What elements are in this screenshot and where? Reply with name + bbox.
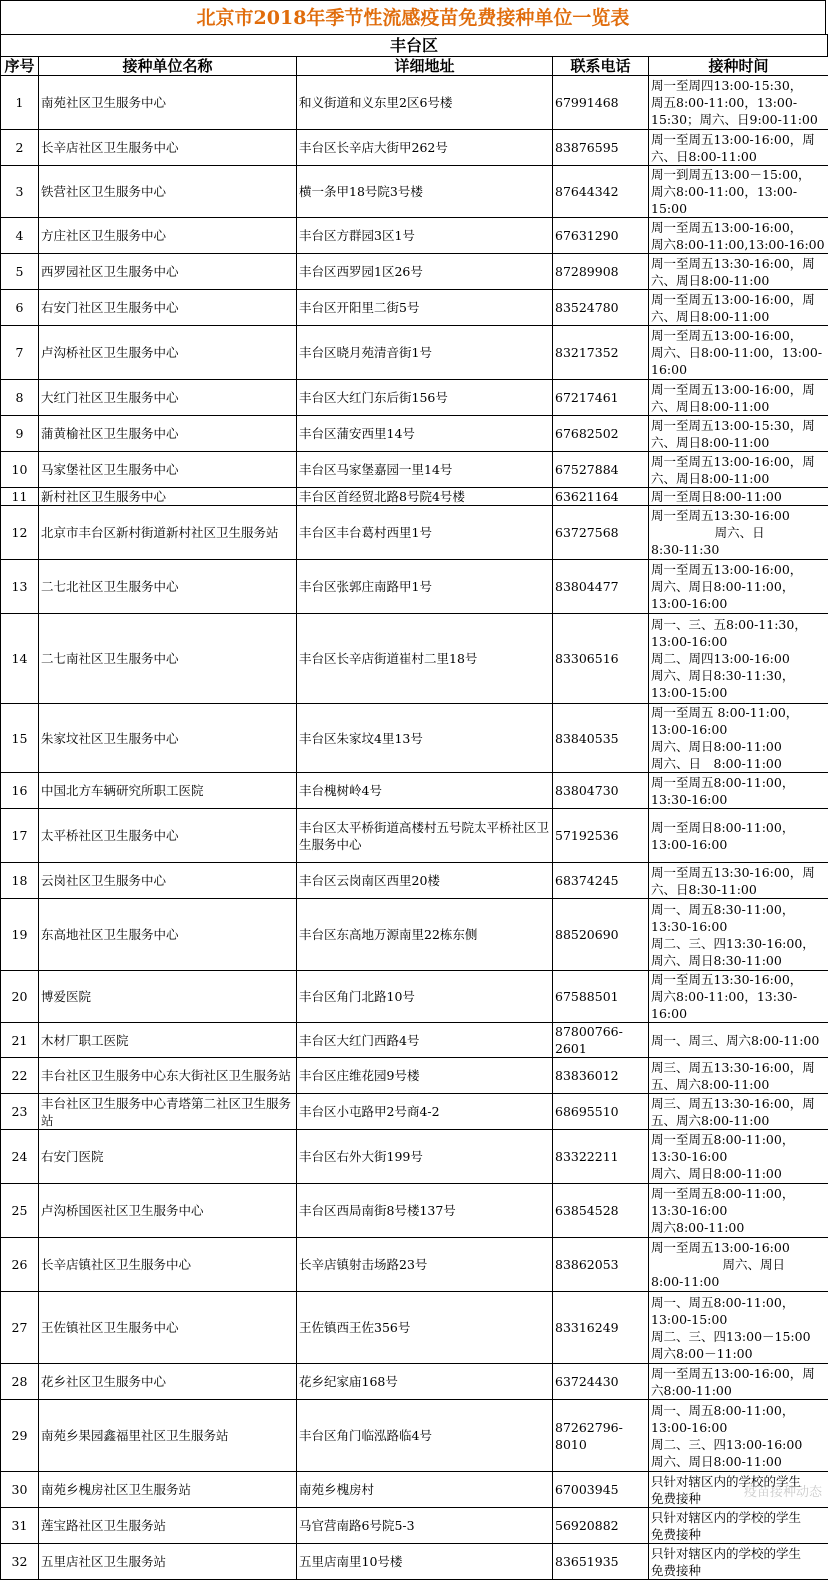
cell-no: 19 xyxy=(1,899,39,971)
cell-time: 周一至周五13:00-16:00， 周六、日8:00-11:00，13:00- 16:00 xyxy=(649,326,828,380)
table-row xyxy=(1,1184,828,1238)
table-row xyxy=(1,809,828,863)
cell-no: 6 xyxy=(1,290,39,326)
table-row xyxy=(1,1058,828,1094)
table-header-row xyxy=(1,57,828,76)
cell-no: 10 xyxy=(1,452,39,488)
vaccination-sites-table xyxy=(0,56,828,1580)
cell-phone: 57192536 xyxy=(553,809,649,863)
cell-no: 20 xyxy=(1,971,39,1023)
cell-name: 北京市丰台区新村街道新村社区卫生服务站 xyxy=(39,506,297,560)
table-row xyxy=(1,1094,828,1130)
cell-time: 只针对辖区内的学校的学生 免费接种 xyxy=(649,1544,828,1580)
cell-name: 大红门社区卫生服务中心 xyxy=(39,380,297,416)
cell-name: 右安门医院 xyxy=(39,1130,297,1184)
header-name: 接种单位名称 xyxy=(39,57,297,76)
cell-no: 8 xyxy=(1,380,39,416)
cell-no: 32 xyxy=(1,1544,39,1580)
cell-time: 周一至周日8:00-11:00， 13:00-16:00 xyxy=(649,809,828,863)
table-row xyxy=(1,1400,828,1472)
header-time: 接种时间 xyxy=(649,57,828,76)
cell-time: 只针对辖区内的学校的学生 免费接种 xyxy=(649,1472,828,1508)
cell-name: 南苑乡果园鑫福里社区卫生服务站 xyxy=(39,1400,297,1472)
cell-time: 周一至周五 8:00-11:00， 13:00-16:00 周六、周日8:00-11:00 周六、日 8:00-11:00 xyxy=(649,704,828,773)
cell-no: 12 xyxy=(1,506,39,560)
cell-time: 周一至周五13:00-16:00 周六、周日 8:00-11:00 xyxy=(649,1238,828,1292)
cell-phone: 63621164 xyxy=(553,488,649,506)
cell-phone: 67527884 xyxy=(553,452,649,488)
cell-address: 丰台区大红门西路4号 xyxy=(297,1023,553,1058)
table-row xyxy=(1,130,828,166)
cell-no: 23 xyxy=(1,1094,39,1130)
cell-time: 周一至周五13:00-16:00，周 六、周日8:00-11:00 xyxy=(649,290,828,326)
cell-name: 王佐镇社区卫生服务中心 xyxy=(39,1292,297,1364)
cell-no: 5 xyxy=(1,254,39,290)
table-row xyxy=(1,166,828,218)
table-row xyxy=(1,1544,828,1580)
cell-name: 五里店社区卫生服务站 xyxy=(39,1544,297,1580)
cell-time: 周一至周五13:00-16:00，周 六、日8:00-11:00 xyxy=(649,130,828,166)
cell-phone: 87800766-2601 xyxy=(553,1023,649,1058)
cell-time: 周一至周五13:00-16:00， 周六、周日8:00-11:00， 13:00-16:00 xyxy=(649,560,828,614)
cell-phone: 83322211 xyxy=(553,1130,649,1184)
cell-time: 周一至周五13:30-16:00， 周六8:00-11:00，13:30-16:00 xyxy=(649,971,828,1023)
cell-address: 丰台区角门北路10号 xyxy=(297,971,553,1023)
table-row xyxy=(1,452,828,488)
cell-time: 周一至周五8:00-11:00， 13:30-16:00 周六、周日8:00-11:00 xyxy=(649,1130,828,1184)
cell-no: 26 xyxy=(1,1238,39,1292)
cell-address: 丰台区云岗南区西里20楼 xyxy=(297,863,553,899)
table-title: 北京市2018年季节性流感疫苗免费接种单位一览表 xyxy=(0,0,826,34)
cell-phone: 83217352 xyxy=(553,326,649,380)
cell-phone: 68695510 xyxy=(553,1094,649,1130)
cell-phone: 83836012 xyxy=(553,1058,649,1094)
cell-phone: 83804730 xyxy=(553,773,649,809)
cell-phone: 63727568 xyxy=(553,506,649,560)
table-row xyxy=(1,488,828,506)
cell-name: 太平桥社区卫生服务中心 xyxy=(39,809,297,863)
cell-address: 长辛店镇射击场路23号 xyxy=(297,1238,553,1292)
cell-phone: 83876595 xyxy=(553,130,649,166)
cell-no: 24 xyxy=(1,1130,39,1184)
cell-time: 周一至周四13:00-15:30， 周五8:00-11:00，13:00- 15:30；周六、日9:00-11:00 xyxy=(649,76,828,130)
cell-no: 29 xyxy=(1,1400,39,1472)
cell-time: 周一、三、五8:00-11:30， 13:00-16:00 周二、周四13:00-16:00 周六、周日8:30-11:30， 13:00-15:00 xyxy=(649,614,828,704)
cell-name: 莲宝路社区卫生服务站 xyxy=(39,1508,297,1544)
cell-phone: 67631290 xyxy=(553,218,649,254)
table-row xyxy=(1,1472,828,1508)
table-row xyxy=(1,971,828,1023)
cell-address: 丰台区长辛店街道崔村二里18号 xyxy=(297,614,553,704)
table-row xyxy=(1,1364,828,1400)
cell-phone: 67217461 xyxy=(553,380,649,416)
cell-address: 横一条甲18号院3号楼 xyxy=(297,166,553,218)
cell-address: 丰台区蒲安西里14号 xyxy=(297,416,553,452)
cell-address: 丰台区右外大街199号 xyxy=(297,1130,553,1184)
cell-name: 长辛店镇社区卫生服务中心 xyxy=(39,1238,297,1292)
cell-address: 丰台区角门临泓路临4号 xyxy=(297,1400,553,1472)
cell-no: 15 xyxy=(1,704,39,773)
table-row xyxy=(1,899,828,971)
cell-name: 蒲黄榆社区卫生服务中心 xyxy=(39,416,297,452)
table-row xyxy=(1,380,828,416)
header-address: 详细地址 xyxy=(297,57,553,76)
table-row xyxy=(1,1292,828,1364)
cell-time: 周三、周五13:30-16:00，周 五、周六8:00-11:00 xyxy=(649,1058,828,1094)
table-row xyxy=(1,773,828,809)
cell-phone: 83651935 xyxy=(553,1544,649,1580)
cell-name: 铁营社区卫生服务中心 xyxy=(39,166,297,218)
cell-address: 丰台区马家堡嘉园一里14号 xyxy=(297,452,553,488)
cell-time: 周一至周五13:00-15:30，周 六、周日8:00-11:00 xyxy=(649,416,828,452)
cell-time: 周一至周五8:00-11:00， 13:30-16:00 xyxy=(649,773,828,809)
cell-address: 丰台区西罗园1区26号 xyxy=(297,254,553,290)
cell-phone: 67682502 xyxy=(553,416,649,452)
cell-no: 13 xyxy=(1,560,39,614)
cell-phone: 87262796-8010 xyxy=(553,1400,649,1472)
cell-phone: 83804477 xyxy=(553,560,649,614)
cell-address: 五里店南里10号楼 xyxy=(297,1544,553,1580)
cell-no: 27 xyxy=(1,1292,39,1364)
cell-address: 丰台区西局南街8号楼137号 xyxy=(297,1184,553,1238)
cell-no: 11 xyxy=(1,488,39,506)
cell-phone: 67991468 xyxy=(553,76,649,130)
table-row xyxy=(1,76,828,130)
cell-phone: 56920882 xyxy=(553,1508,649,1544)
header-no: 序号 xyxy=(1,57,39,76)
cell-address: 南苑乡槐房村 xyxy=(297,1472,553,1508)
cell-time: 只针对辖区内的学校的学生 免费接种 xyxy=(649,1508,828,1544)
cell-no: 28 xyxy=(1,1364,39,1400)
table-row xyxy=(1,506,828,560)
cell-address: 和义街道和义东里2区6号楼 xyxy=(297,76,553,130)
cell-time: 周一至周五13:00-16:00，周 六8:00-11:00 xyxy=(649,1364,828,1400)
cell-address: 丰台区丰台葛村西里1号 xyxy=(297,506,553,560)
cell-address: 丰台区晓月苑清音街1号 xyxy=(297,326,553,380)
cell-phone: 83862053 xyxy=(553,1238,649,1292)
cell-name: 博爱医院 xyxy=(39,971,297,1023)
cell-phone: 63854528 xyxy=(553,1184,649,1238)
cell-address: 丰台区小屯路甲2号商4-2 xyxy=(297,1094,553,1130)
cell-no: 17 xyxy=(1,809,39,863)
cell-no: 9 xyxy=(1,416,39,452)
cell-name: 中国北方车辆研究所职工医院 xyxy=(39,773,297,809)
cell-name: 卢沟桥社区卫生服务中心 xyxy=(39,326,297,380)
cell-name: 朱家坟社区卫生服务中心 xyxy=(39,704,297,773)
cell-phone: 88520690 xyxy=(553,899,649,971)
cell-phone: 68374245 xyxy=(553,863,649,899)
cell-address: 丰台区大红门东后街156号 xyxy=(297,380,553,416)
cell-time: 周一至周五13:00-16:00，周 六、周日8:00-11:00 xyxy=(649,452,828,488)
cell-name: 木材厂职工医院 xyxy=(39,1023,297,1058)
cell-name: 马家堡社区卫生服务中心 xyxy=(39,452,297,488)
table-row xyxy=(1,1023,828,1058)
cell-no: 21 xyxy=(1,1023,39,1058)
cell-address: 丰台区方群园3区1号 xyxy=(297,218,553,254)
cell-no: 4 xyxy=(1,218,39,254)
table-row xyxy=(1,416,828,452)
table-row xyxy=(1,1508,828,1544)
cell-name: 云岗社区卫生服务中心 xyxy=(39,863,297,899)
cell-time: 周一至周五13:00-16:00，周 六、周日8:00-11:00 xyxy=(649,380,828,416)
cell-no: 18 xyxy=(1,863,39,899)
cell-address: 马官营南路6号院5-3 xyxy=(297,1508,553,1544)
table-row xyxy=(1,614,828,704)
cell-name: 长辛店社区卫生服务中心 xyxy=(39,130,297,166)
table-row xyxy=(1,254,828,290)
cell-no: 31 xyxy=(1,1508,39,1544)
cell-time: 周一至周五13:30-16:00 周六、日 8:30-11:30 xyxy=(649,506,828,560)
cell-time: 周一、周三、周六8:00-11:00 xyxy=(649,1023,828,1058)
cell-address: 丰台区东高地万源南里22栋东侧 xyxy=(297,899,553,971)
cell-name: 右安门社区卫生服务中心 xyxy=(39,290,297,326)
cell-time: 周一至周五8:00-11:00， 13:30-16:00 周六8:00-11:00 xyxy=(649,1184,828,1238)
cell-name: 南苑社区卫生服务中心 xyxy=(39,76,297,130)
cell-address: 丰台区首经贸北路8号院4号楼 xyxy=(297,488,553,506)
cell-time: 周一到周五13:00－15:00， 周六8:00-11:00，13:00-15:00 xyxy=(649,166,828,218)
cell-time: 周一、周五8:00-11:00， 13:00-16:00 周二、三、四13:00-16:00 周六、周日8:00-11:00 xyxy=(649,1400,828,1472)
cell-address: 丰台槐树岭4号 xyxy=(297,773,553,809)
cell-name: 丰台社区卫生服务中心青塔第二社区卫生服务站 xyxy=(39,1094,297,1130)
cell-name: 二七南社区卫生服务中心 xyxy=(39,614,297,704)
cell-address: 花乡纪家庙168号 xyxy=(297,1364,553,1400)
table-row xyxy=(1,1238,828,1292)
table-row xyxy=(1,863,828,899)
cell-name: 南苑乡槐房社区卫生服务站 xyxy=(39,1472,297,1508)
cell-phone: 63724430 xyxy=(553,1364,649,1400)
cell-phone: 67588501 xyxy=(553,971,649,1023)
cell-time: 周一至周日8:00-11:00 xyxy=(649,488,828,506)
table-row xyxy=(1,1130,828,1184)
cell-time: 周一至周五13:30-16:00，周 六、周日8:00-11:00 xyxy=(649,254,828,290)
cell-address: 丰台区太平桥街道高楼村五号院太平桥社区卫生服务中心 xyxy=(297,809,553,863)
cell-name: 西罗园社区卫生服务中心 xyxy=(39,254,297,290)
district-label: 丰台区 xyxy=(0,34,828,56)
table-row xyxy=(1,290,828,326)
cell-no: 2 xyxy=(1,130,39,166)
cell-phone: 83840535 xyxy=(553,704,649,773)
cell-name: 卢沟桥国医社区卫生服务中心 xyxy=(39,1184,297,1238)
cell-name: 新村社区卫生服务中心 xyxy=(39,488,297,506)
cell-address: 丰台区庄维花园9号楼 xyxy=(297,1058,553,1094)
cell-address: 丰台区张郭庄南路甲1号 xyxy=(297,560,553,614)
table-row xyxy=(1,218,828,254)
cell-address: 丰台区开阳里二街5号 xyxy=(297,290,553,326)
table-row xyxy=(1,326,828,380)
cell-phone: 87644342 xyxy=(553,166,649,218)
cell-no: 30 xyxy=(1,1472,39,1508)
cell-no: 25 xyxy=(1,1184,39,1238)
watermark: 疫苗接种动态 xyxy=(744,1481,822,1500)
cell-phone: 87289908 xyxy=(553,254,649,290)
cell-phone: 83316249 xyxy=(553,1292,649,1364)
cell-time: 周一至周五13:30-16:00，周 六、日8:30-11:00 xyxy=(649,863,828,899)
cell-no: 14 xyxy=(1,614,39,704)
cell-no: 16 xyxy=(1,773,39,809)
cell-time: 周一至周五13:00-16:00， 周六8:00-11:00,13:00-16:00 xyxy=(649,218,828,254)
cell-address: 丰台区长辛店大街甲262号 xyxy=(297,130,553,166)
cell-time: 周一、周五8:30-11:00， 13:30-16:00 周二、三、四13:30-16:00， 周六、周日8:30-11:00 xyxy=(649,899,828,971)
cell-name: 二七北社区卫生服务中心 xyxy=(39,560,297,614)
cell-no: 7 xyxy=(1,326,39,380)
cell-name: 花乡社区卫生服务中心 xyxy=(39,1364,297,1400)
cell-phone: 83524780 xyxy=(553,290,649,326)
cell-name: 东高地社区卫生服务中心 xyxy=(39,899,297,971)
cell-name: 丰台社区卫生服务中心东大街社区卫生服务站 xyxy=(39,1058,297,1094)
table-row xyxy=(1,704,828,773)
table-row xyxy=(1,560,828,614)
cell-address: 王佐镇西王佐356号 xyxy=(297,1292,553,1364)
cell-phone: 67003945 xyxy=(553,1472,649,1508)
cell-name: 方庄社区卫生服务中心 xyxy=(39,218,297,254)
header-phone: 联系电话 xyxy=(553,57,649,76)
cell-time: 周一、周五8:00-11:00， 13:00-15:00 周二、三、四13:00－15:00 周六8:00－11:00 xyxy=(649,1292,828,1364)
cell-no: 3 xyxy=(1,166,39,218)
cell-no: 22 xyxy=(1,1058,39,1094)
cell-no: 1 xyxy=(1,76,39,130)
cell-time: 周三、周五13:30-16:00，周 五、周六8:00-11:00 xyxy=(649,1094,828,1130)
cell-address: 丰台区朱家坟4里13号 xyxy=(297,704,553,773)
cell-phone: 83306516 xyxy=(553,614,649,704)
